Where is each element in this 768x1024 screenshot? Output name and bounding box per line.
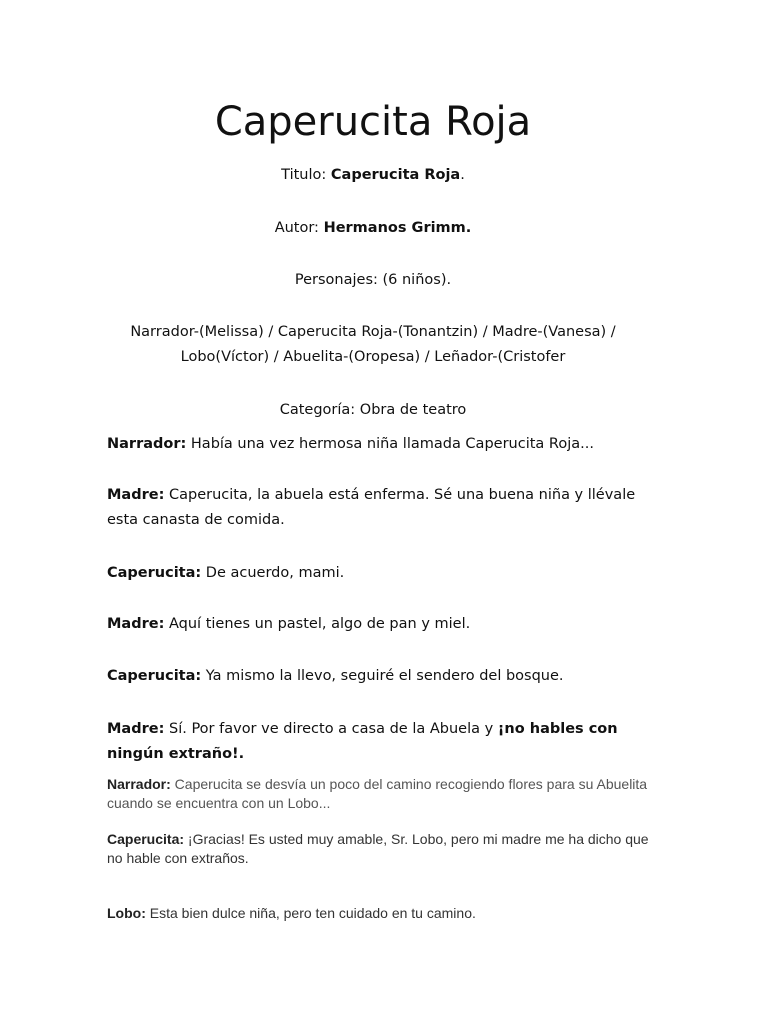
speaker-name: Caperucita:	[107, 668, 202, 684]
autor-label: Autor:	[274, 220, 319, 236]
personajes-line: Personajes: (6 niños).	[294, 272, 452, 288]
dialogue-line	[107, 561, 667, 586]
dialogue-line	[107, 830, 667, 868]
titulo-line	[0, 163, 746, 187]
dialogue-line	[107, 775, 667, 813]
speaker-name: Caperucita:	[107, 565, 202, 581]
speaker-name: Narrador:	[107, 436, 187, 452]
speaker-name: Narrador:	[107, 776, 171, 792]
categoria-value: Obra de teatro	[359, 402, 467, 418]
categoria-label: Categoría:	[279, 402, 356, 418]
dialogue-text: Esta bien dulce niña, pero ten cuidado en tu camino.	[145, 905, 476, 921]
dialogue-line	[107, 664, 667, 689]
titulo-value: Caperucita Roja	[330, 167, 461, 183]
titulo-end: .	[460, 167, 465, 183]
dialogue-text: Aquí tienes un pastel, algo de pan y miel.	[164, 616, 471, 632]
dialogue-text: Ya mismo la llevo, seguiré el sendero del bosque.	[201, 668, 564, 684]
speaker-name: Madre:	[107, 721, 165, 737]
dialogue-text: Había una vez hermosa niña llamada Caperucita Roja...	[186, 436, 594, 452]
autor-line	[0, 216, 746, 240]
dialogue-line	[107, 612, 667, 637]
dialogue-text: Sí. Por favor ve directo a casa de la Abuela y	[164, 721, 498, 737]
dialogue-text: ¡Gracias! Es usted muy amable, Sr. Lobo, pero mi madre me ha dicho que no hable con extraños.	[107, 831, 649, 866]
speaker-name: Lobo:	[107, 905, 146, 921]
autor-value: Hermanos Grimm.	[323, 220, 472, 236]
categoria-line	[0, 398, 746, 422]
dialogue-text: Caperucita, la abuela está enferma. Sé una buena niña y llévale esta canasta de comida.	[107, 487, 636, 528]
dialogue-bold-text: ¡no hables con ningún extraño!.	[107, 721, 618, 762]
dialogue-line	[107, 717, 667, 767]
dialogue-text: De acuerdo, mami.	[201, 565, 345, 581]
dialogue-line	[107, 483, 667, 533]
reparto-line-2: Lobo(Víctor) / Abuelita-(Oropesa) / Leñador-(Cristofer	[180, 349, 566, 365]
titulo-label: Titulo:	[281, 167, 327, 183]
speaker-name: Madre:	[107, 616, 165, 632]
dialogue-line	[107, 432, 667, 457]
speaker-name: Madre:	[107, 487, 165, 503]
dialogue-line	[107, 904, 667, 923]
dialogue-text: Caperucita se desvía un poco del camino recogiendo flores para su Abuelita cuando se encuentra con un Lobo...	[107, 776, 648, 811]
speaker-name: Caperucita:	[107, 831, 185, 847]
page-title: Caperucita Roja	[214, 99, 532, 145]
reparto-line-1: Narrador-(Melissa) / Caperucita Roja-(Tonantzin) / Madre-(Vanesa) /	[130, 324, 616, 340]
